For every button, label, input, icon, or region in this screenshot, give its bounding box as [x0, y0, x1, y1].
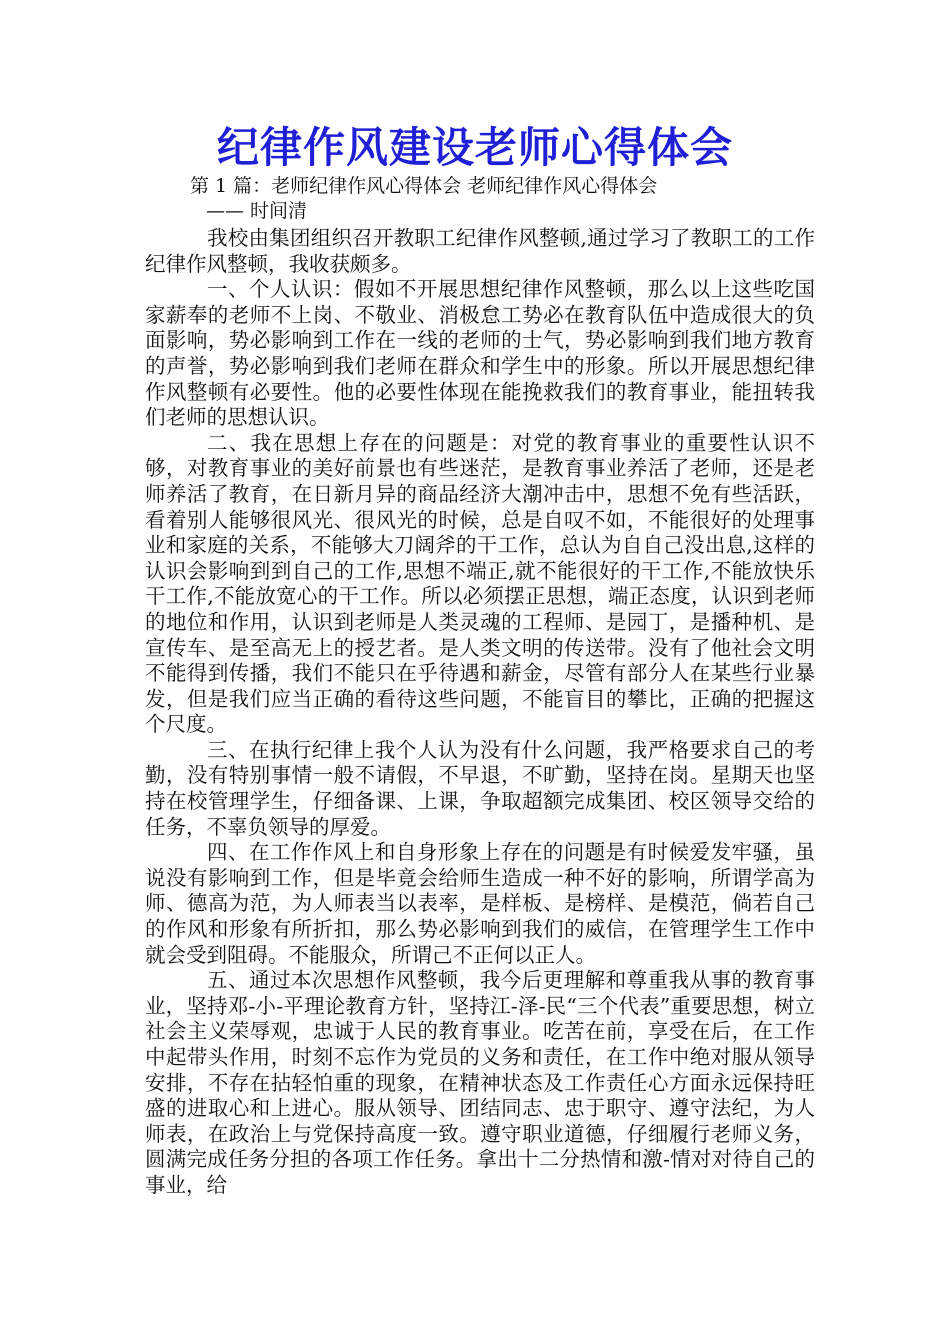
article-subtitle: 第 1 篇：老师纪律作风心得体会 老师纪律作风心得体会 [190, 175, 658, 197]
document-title: 纪律作风建设老师心得体会 [216, 123, 733, 172]
paragraph-section-5: 五、通过本次思想作风整顿，我今后更理解和尊重我从事的教育事业，坚持邓-小-平理论教育方针，坚持江-泽-民“三个代表”重要思想，树立社会主义荣辱观，忠诚于人民的教育事业。吃苦在前，享受在后，在工作中起带头作用，时刻不忘作为党员的义务和责任，在工作中绝对服从领导安排，不存在拈轻怕重的现象，在精神状态及工作责任心方面永远保持旺盛的进取心和上进心。服从领导、团结同志、忠于职守、遵守法纪，为人师表，在政治上与党保持高度一致。遵守职业道德，仔细履行老师义务，圆满完成任务分担的各项工作任务。拿出十二分热情和激-情对对待自己的事业，给 [145, 968, 815, 1197]
paragraph-section-3: 三、在执行纪律上我个人认为没有什么问题，我严格要求自己的考勤，没有特别事情一般不请假，不早退，不旷勤，坚持在岗。星期天也坚持在校管理学生，仔细备课、上课，争取超额完成集团、校区领导交给的任务，不辜负领导的厚爱。 [145, 737, 815, 839]
paragraph-intro: 我校由集团组织召开教职工纪律作风整顿,通过学习了教职工的工作纪律作风整顿，我收获颇多。 [145, 226, 815, 276]
article-body [145, 226, 815, 1199]
paragraph-section-2: 二、我在思想上存在的问题是：对党的教育事业的重要性认识不够，对教育事业的美好前景也有些迷茫，是教育事业养活了老师，还是老师养活了教育，在日新月异的商品经济大潮冲击中，思想不免有些活跃，看着别人能够很风光、很风光的时候，总是自叹不如，不能很好的处理事业和家庭的关系，不能够大刀阔斧的干工作，总认为自自己没出息,这样的认识会影响到到自己的工作,思想不端正,就不能很好的干工作,不能放快乐干工作,不能放宽心的干工作。所以必须摆正思想，端正态度，认识到老师的地位和作用，认识到老师是人类灵魂的工程师、是园丁，是播种机、是宣传车、是至高无上的授艺者。是人类文明的传送带。没有了他社会文明不能得到传播，我们不能只在乎待遇和薪金，尽管有部分人在某些行业暴发，但是我们应当正确的看待这些问题，不能盲目的攀比，正确的把握这个尺度。 [145, 430, 815, 737]
paragraph-section-4: 四、在工作作风上和自身形象上存在的问题是有时候爱发牢骚，虽说没有影响到工作，但是毕竟会给师生造成一种不好的影响，所谓学高为师、德高为范，为人师表当以表率，是样板、是榜样、是模范，倘若自己的作风和形象有所折扣，那么势必影响到我们的威信，在管理学生工作中就会受到阻碍。不能服众，所谓己不正何以正人。 [145, 840, 815, 967]
paragraph-section-1: 一、个人认识：假如不开展思想纪律作风整顿，那么以上这些吃国家薪奉的老师不上岗、不敬业、消极怠工势必在教育队伍中造成很大的负面影响，势必影响到工作在一线的老师的士气，势必影响到我们地方教育的声誉，势必影响到我们老师在群众和学生中的形象。所以开展思想纪律作风整顿有必要性。他的必要性体现在能挽救我们的教育事业，能扭转我们老师的思想认识。 [145, 277, 815, 430]
article-author: —— 时间清 [206, 200, 308, 222]
